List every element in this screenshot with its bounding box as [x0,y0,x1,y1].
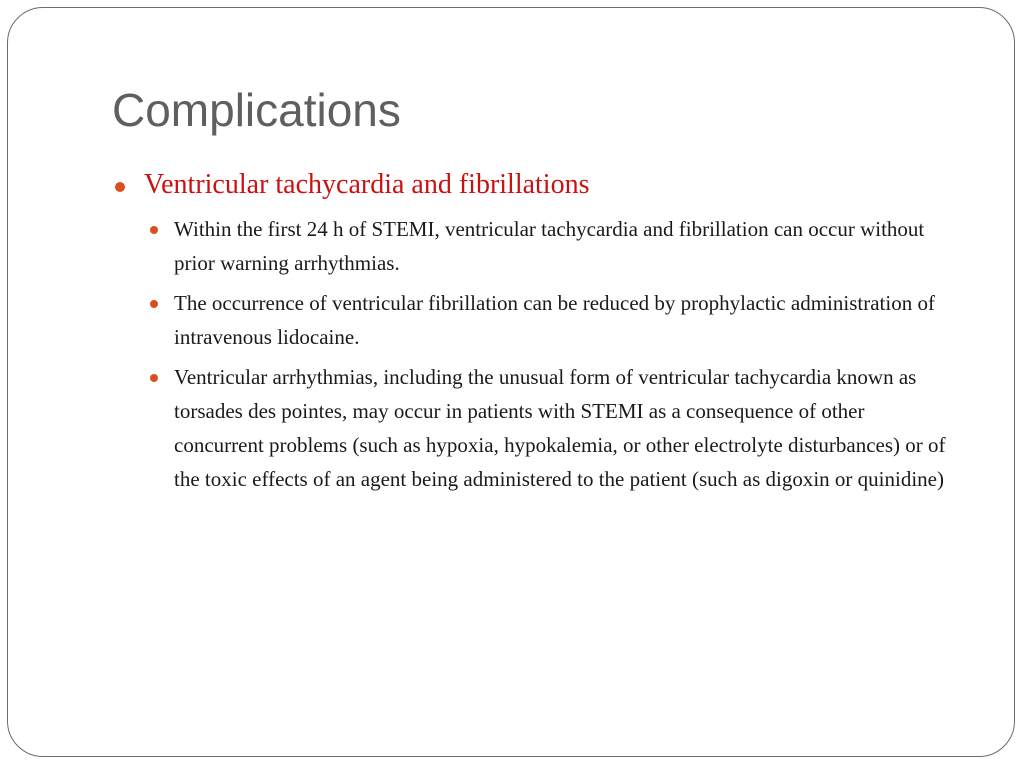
sub-bullet-item [112,212,952,280]
sub-bullet-icon [150,226,158,234]
slide-content [112,168,952,502]
sub-bullet-item [112,286,952,354]
sub-bullet-icon [150,374,158,382]
sub-bullet-icon [150,300,158,308]
sub-bullet-item [112,360,952,496]
bullet-text: Ventricular tachycardia and fibrillations [144,169,590,200]
bullet-icon [115,182,125,192]
sub-bullet-text: Within the first 24 h of STEMI, ventricular tachycardia and fibrillation can occur without prior warning arrhythmias. [174,216,925,275]
slide-title: Complications [112,84,401,136]
sub-bullet-text: The occurrence of ventricular fibrillation can be reduced by prophylactic administration of intravenous lidocaine. [174,290,935,349]
bullet-item [112,168,952,202]
sub-bullet-text: Ventricular arrhythmias, including the unusual form of ventricular tachycardia known as torsades des pointes, may occur in patients with STEMI as a consequence of other concurrent problems (such as hypoxia, hypokalemia, or other electrolyte disturbances) or of the toxic effects of an agent being administered to the patient (such as digoxin or quinidine) [174,364,946,491]
